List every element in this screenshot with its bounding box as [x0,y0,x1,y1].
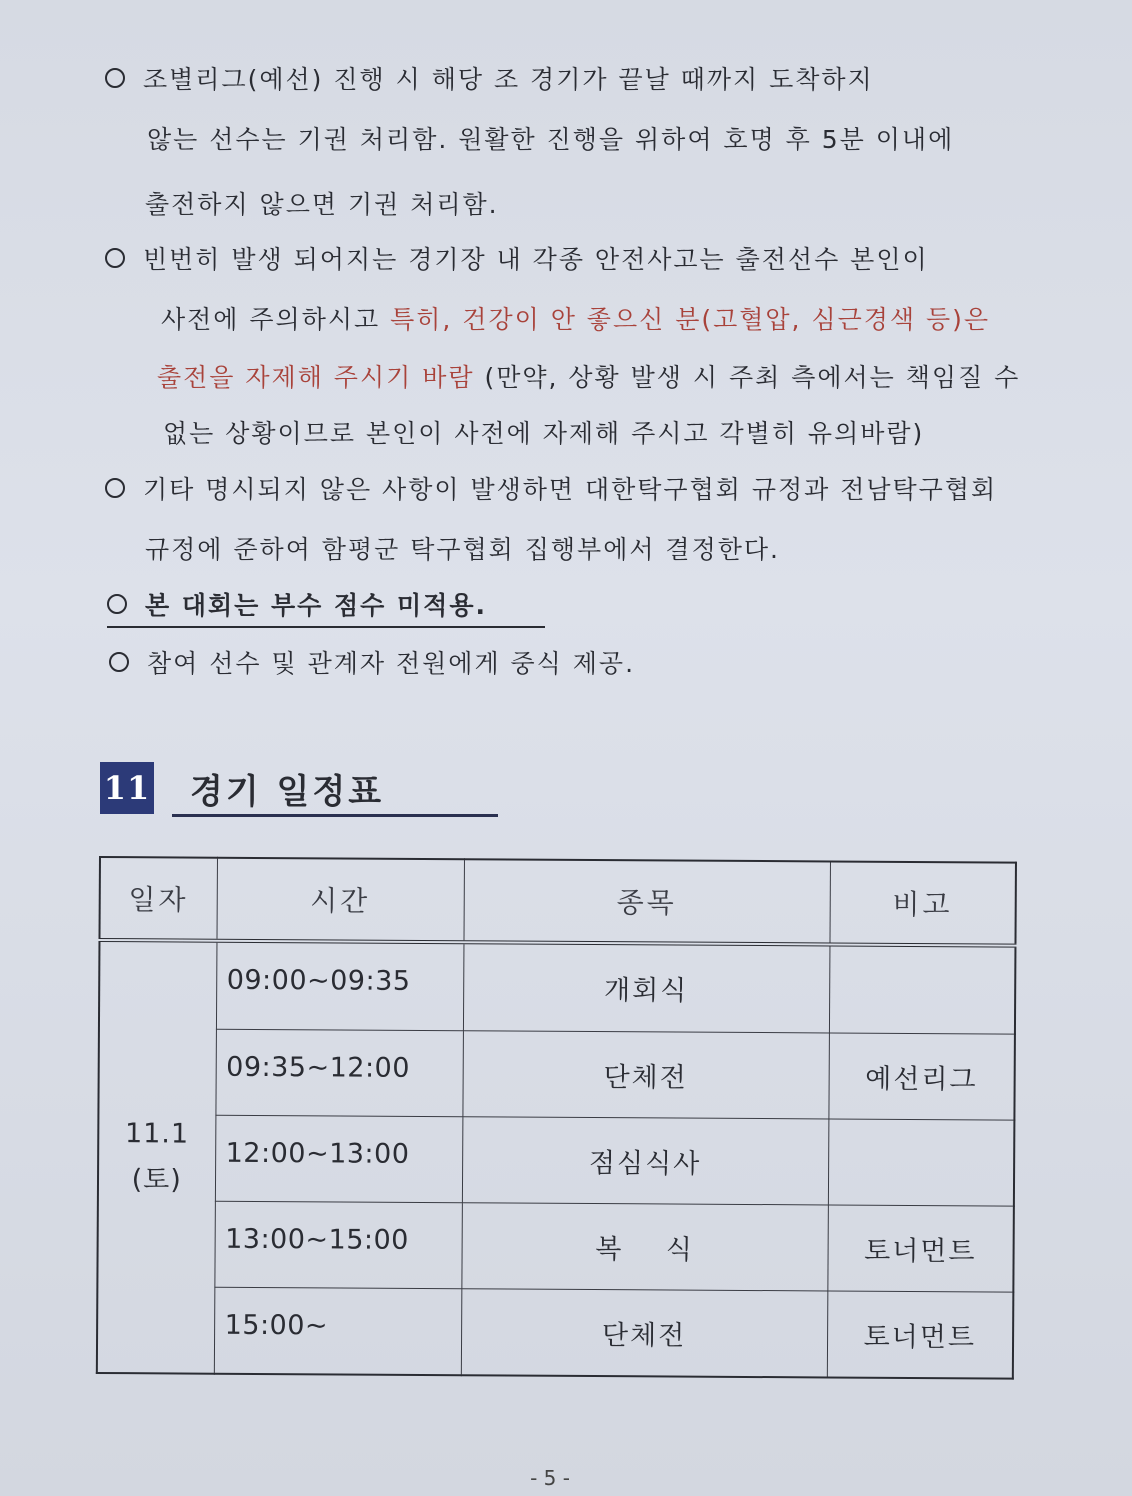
note-cell: 토너먼트 [827,1205,1014,1292]
note-2-line-3-red: 출전을 자제해 주시기 바람 [157,363,475,392]
event-cell: 점심식사 [462,1117,829,1205]
schedule-table [96,856,1017,1380]
note-cell: 예선리그 [828,1033,1015,1120]
event-cell: 복 식 [461,1202,828,1290]
header-date: 일자 [99,857,217,941]
time-cell: 13:00~15:00 [214,1201,462,1288]
note-cell [829,944,1016,1033]
event-cell: 개회식 [463,942,830,1033]
event-cell: 단체전 [462,1031,829,1119]
bullet-circle-icon [105,68,125,88]
note-2-line-2a: 사전에 주의하시고 [161,305,391,334]
table-row [97,1200,1014,1292]
date-cell [97,940,217,1374]
note-1-line-3: 출전하지 않으면 기권 처리함. [145,190,499,219]
header-note: 비고 [829,861,1016,945]
time-cell: 09:35~12:00 [215,1029,463,1116]
header-time: 시간 [216,858,464,943]
note-cell [828,1119,1015,1206]
section-title: 경기 일정표 [190,772,385,812]
bullet-circle-icon [109,652,129,672]
note-cell: 토너먼트 [827,1291,1014,1379]
table-row [98,1114,1015,1206]
bullet-circle-icon [105,248,125,268]
bullet-circle-icon [107,594,127,614]
section-number-badge: 11 [100,762,154,814]
note-3-line-2: 규정에 준하여 함평군 탁구협회 집행부에서 결정한다. [145,535,780,564]
table-row [98,1028,1015,1120]
note-5-text: 참여 선수 및 관계자 전원에게 중식 제공. [147,649,636,678]
bullet-circle-icon [105,478,125,498]
event-cell: 단체전 [461,1288,828,1377]
note-4-text: 본 대회는 부수 점수 미적용. [145,591,487,620]
table-header-row [99,857,1015,946]
date-line-1: 11.1 [124,1118,190,1150]
note-1-line-2: 않는 선수는 기권 처리함. 원활한 진행을 위하여 호명 후 5분 이내에 [147,125,955,154]
note-2-line-4: 없는 상황이므로 본인이 사전에 자제해 주시고 각별히 유의바람) [163,419,925,448]
section-title-underline [172,814,498,817]
note-2-line-1: 빈번히 발생 되어지는 경기장 내 각종 안전사고는 출전선수 본인이 [143,245,929,274]
date-line-2: (토) [131,1164,182,1196]
note-2-line-3b: (만약, 상황 발생 시 주최 측에서는 책임질 수 [474,363,1021,392]
note-1-line-1: 조별리그(예선) 진행 시 해당 조 경기가 끝날 때까지 도착하지 [143,65,874,94]
table-row [99,940,1016,1034]
table-row [97,1286,1014,1378]
note-2-line-2-red: 특히, 건강이 안 좋으신 분(고혈압, 심근경색 등)은 [390,305,991,334]
header-event: 종목 [463,859,830,944]
page-number: - 5 - [530,1466,570,1490]
time-cell: 15:00~ [214,1287,462,1375]
note-3-line-1: 기타 명시되지 않은 사항이 발생하면 대한탁구협회 규정과 전남탁구협회 [143,475,998,504]
time-cell: 09:00~09:35 [216,941,464,1031]
time-cell: 12:00~13:00 [215,1115,463,1202]
